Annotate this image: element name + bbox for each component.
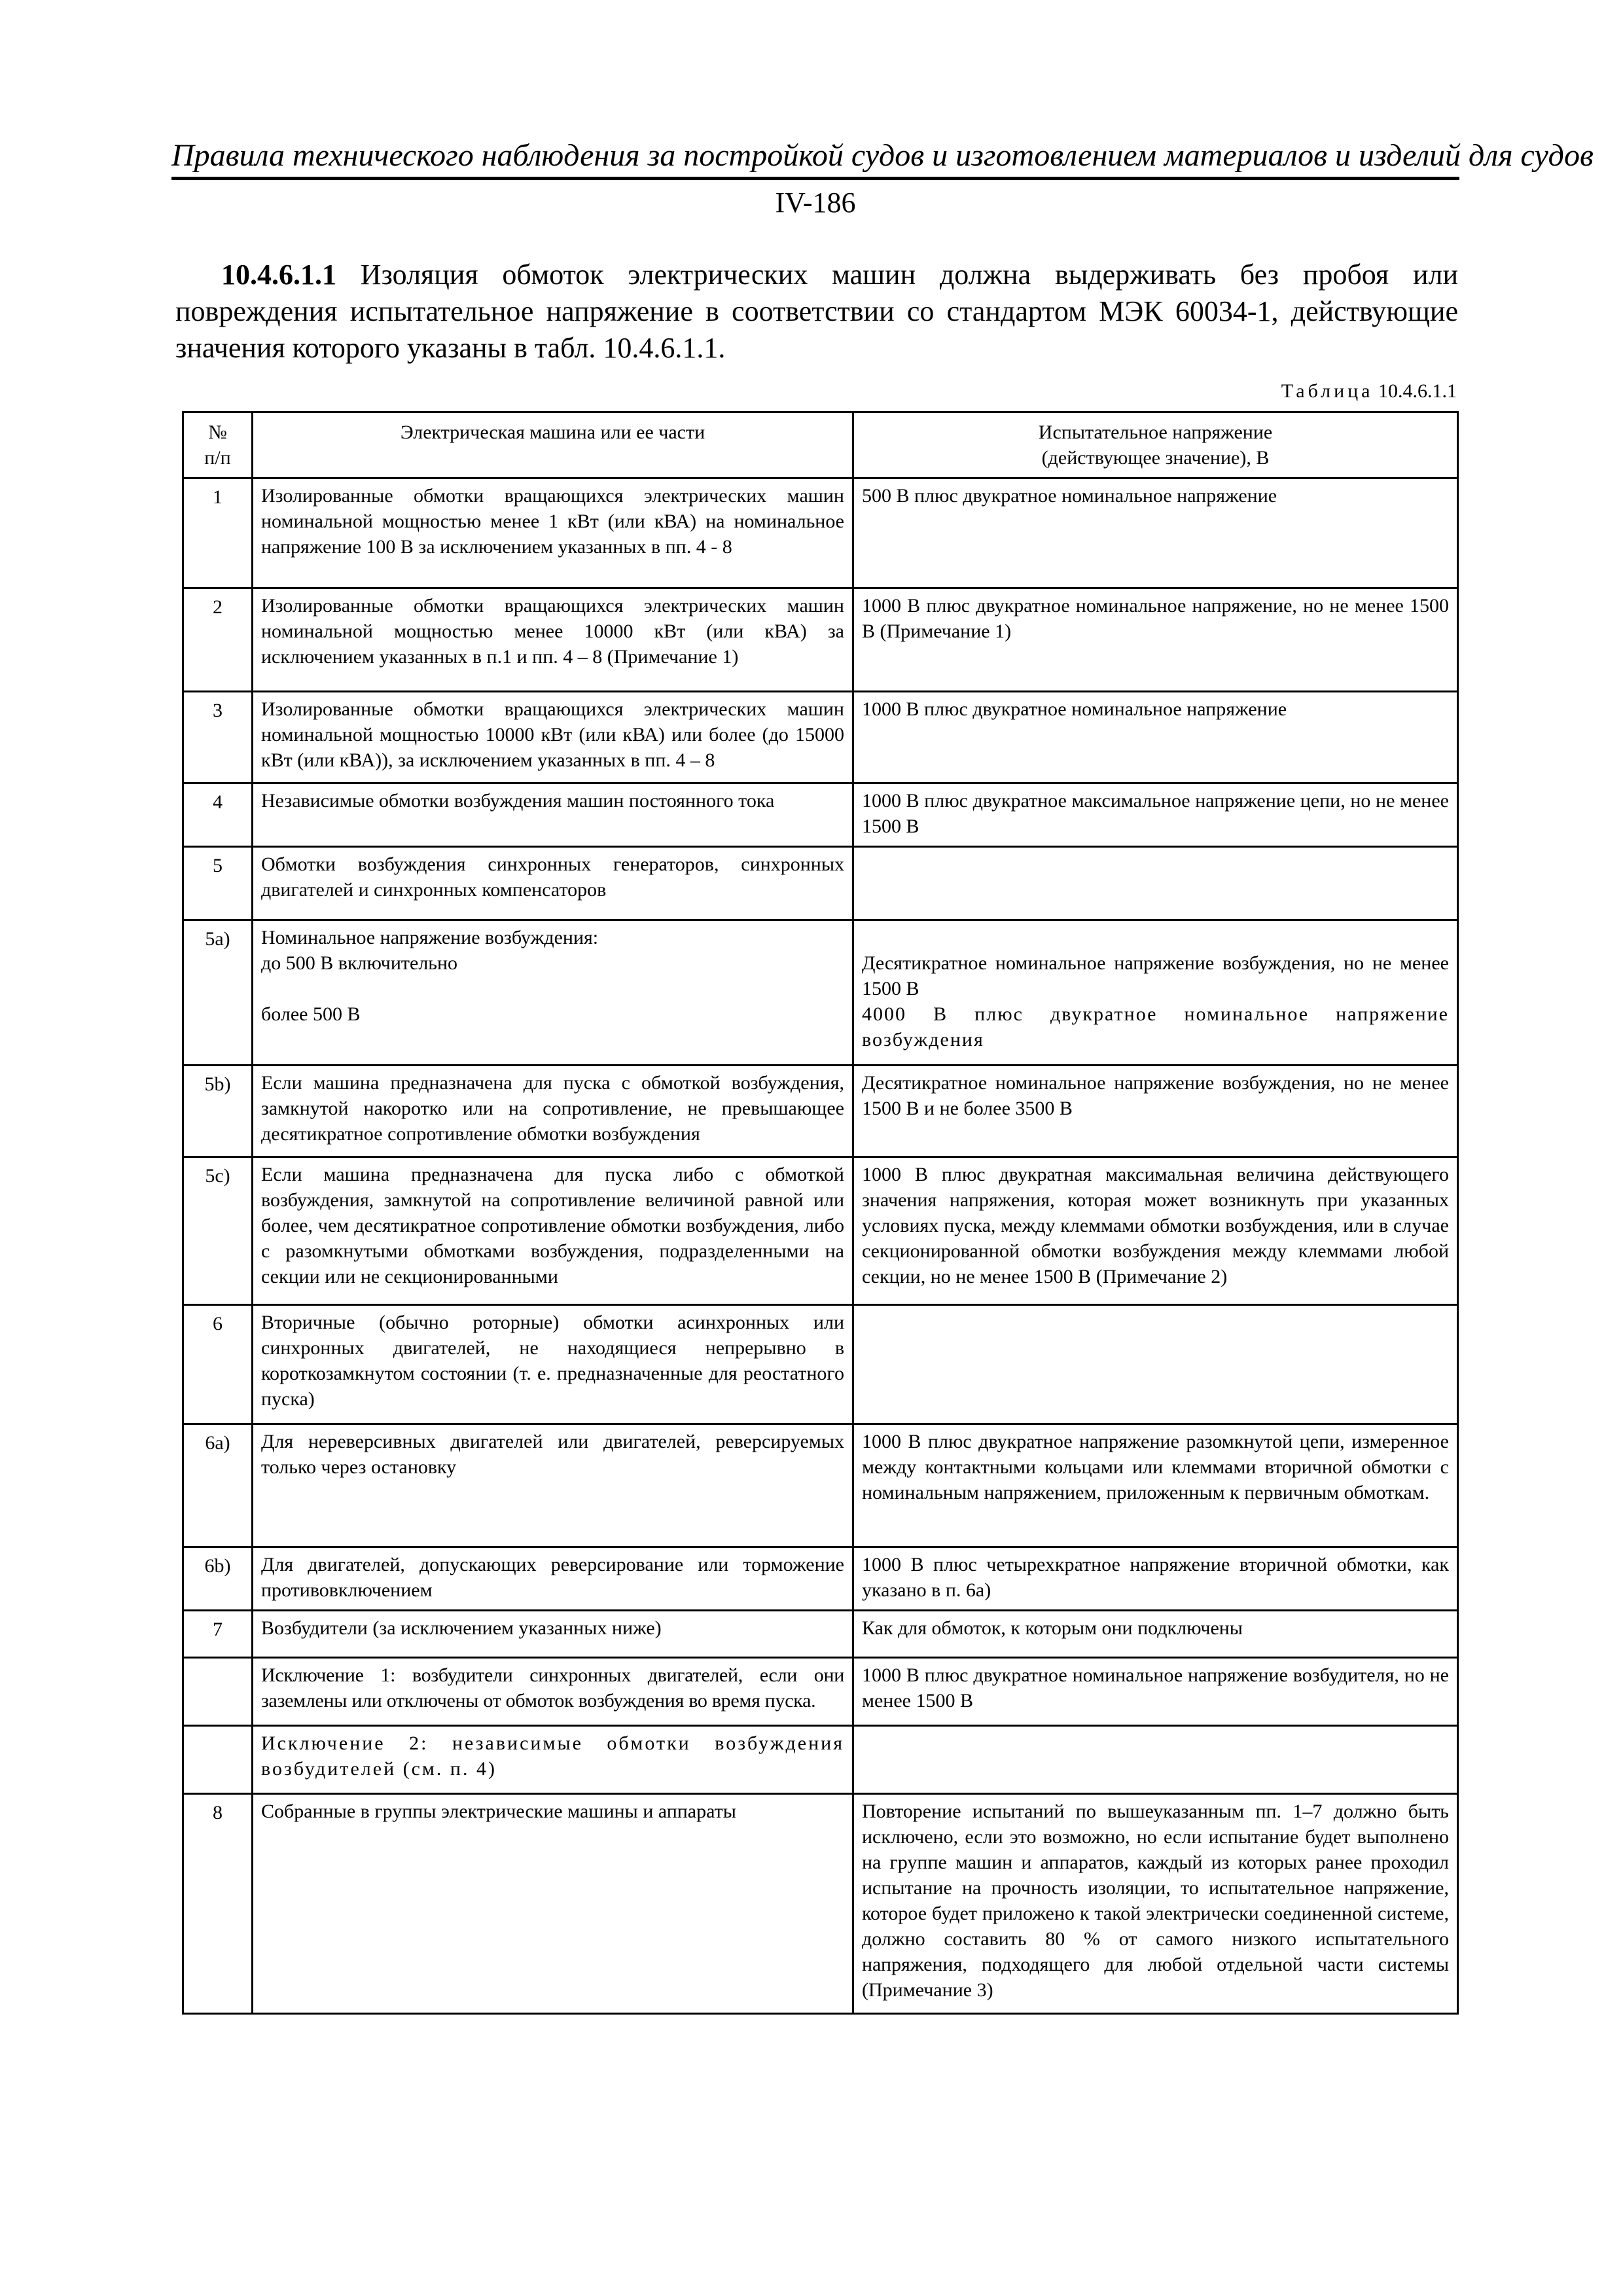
row-number: 5 [183,847,253,920]
row-machine-part: Исключение 1: возбудители синхронных двигателей, если они заземлены или отключены от обмоток возбуждения во время пуска. [253,1658,853,1726]
row-number: 5a) [183,920,253,1066]
row-machine-part: Обмотки возбуждения синхронных генераторов, синхронных двигателей и синхронных компенсаторов [253,847,853,920]
table-row [183,588,1458,692]
table-row [183,1157,1458,1305]
table-row [183,847,1458,920]
table-caption-number: 10.4.6.1.1 [1378,380,1457,402]
row-machine-part: Если машина предназначена для пуска с обмоткой возбуждения, замкнутой накоротко или на сопротивление, не превышающее десятикратное сопротивление обмотки возбуждения [253,1066,853,1157]
row-machine-part: Если машина предназначена для пуска либо с обмоткой возбуждения, замкнутой на сопротивление величиной равной или более, чем десятикратное сопротивление обмотки возбуждения, либо с разомкнутыми обмотками возбуждения, подразделенными на секции или не секционированными [253,1157,853,1305]
row-test-voltage: Десятикратное номинальное напряжение возбуждения, но не менее 1500 В и не более 3500 В [853,1066,1458,1157]
row-number: 8 [183,1794,253,2014]
header-machine: Электрическая машина или ее части [253,412,853,478]
table-row [183,1794,1458,2014]
clause-paragraph [175,257,1458,367]
row-machine-part: Для двигателей, допускающих реверсирование или торможение противовключением [253,1547,853,1611]
row-number: 6a) [183,1424,253,1547]
table-row [183,783,1458,847]
row-machine-part: Вторичные (обычно роторные) обмотки асинхронных или синхронных двигателей, не находящиеся непрерывно в короткозамкнутом состоянии (т. е. предназначенные для реостатного пуска) [253,1305,853,1424]
table-row [183,920,1458,1066]
row-machine-part: Независимые обмотки возбуждения машин постоянного тока [253,783,853,847]
row-number: 3 [183,692,253,783]
table-header-row [183,412,1458,478]
row-test-voltage: Как для обмоток, к которым они подключены [853,1611,1458,1658]
row-number [183,1658,253,1726]
row-number: 6b) [183,1547,253,1611]
row-test-voltage: 1000 В плюс двукратная максимальная величина действующего значения напряжения, которая может возникнуть при указанных условиях пуска, между клеммами обмотки возбуждения, или в случае секционированной обмотки возбуждения между клеммами любой секции, но не менее 1500 В (Примечание 2) [853,1157,1458,1305]
row-number: 5b) [183,1066,253,1157]
table-row [183,1547,1458,1611]
row-test-voltage: 1000 В плюс двукратное максимальное напряжение цепи, но не менее 1500 В [853,783,1458,847]
row-test-voltage: 1000 В плюс двукратное номинальное напряжение, но не менее 1500 В (Примечание 1) [853,588,1458,692]
row-number: 4 [183,783,253,847]
row-machine-part: Для нереверсивных двигателей или двигателей, реверсируемых только через остановку [253,1424,853,1547]
row-test-voltage: 1000 В плюс двукратное номинальное напряжение [853,692,1458,783]
row-machine-part: Изолированные обмотки вращающихся электрических машин номинальной мощностью менее 1 кВт (или кВА) на номинальное напряжение 100 В за исключением указанных в пп. 4 - 8 [253,478,853,588]
row-test-voltage: Десятикратное номинальное напряжение возбуждения, но не менее 1500 В 4000 В плюс двукратное номинальное напряжение возбуждения [853,920,1458,1066]
row-number [183,1726,253,1794]
row-test-voltage: 1000 В плюс двукратное напряжение разомкнутой цепи, измеренное между контактными кольцами или клеммами вторичной обмотки с номинальным напряжением, приложенным к первичным обмоткам. [853,1424,1458,1547]
row-test-voltage: 1000 В плюс двукратное номинальное напряжение возбудителя, но не менее 1500 В [853,1658,1458,1726]
header-num: № п/п [183,412,253,478]
table-row [183,478,1458,588]
row-test-voltage: 500 В плюс двукратное номинальное напряжение [853,478,1458,588]
row-test-voltage [853,1305,1458,1424]
row-machine-part: Изолированные обмотки вращающихся электрических машин номинальной мощностью менее 10000 кВт (или кВА) за исключением указанных в п.1 и пп. 4 – 8 (Примечание 1) [253,588,853,692]
row-number: 6 [183,1305,253,1424]
row-number: 5c) [183,1157,253,1305]
row-number: 7 [183,1611,253,1658]
running-header-title: Правила технического наблюдения за постройкой судов и изготовлением материалов и изделий для судов [171,138,1594,173]
row-number: 1 [183,478,253,588]
table-row [183,1424,1458,1547]
table-row [183,1305,1458,1424]
row-machine-part: Собранные в группы электрические машины и аппараты [253,1794,853,2014]
row-machine-part: Изолированные обмотки вращающихся электрических машин номинальной мощностью 10000 кВт (или кВА) или более (до 15000 кВт (или кВА)), за исключением указанных в пп. 4 – 8 [253,692,853,783]
clause-text: Изоляция обмоток электрических машин должна выдерживать без пробоя или повреждения испытательное напряжение в соответствии со стандартом МЭК 60034-1, действующие значения которого указаны в табл. 10.4.6.1.1. [175,259,1458,364]
row-number: 2 [183,588,253,692]
page-number: IV-186 [775,187,856,219]
test-voltage-table [182,411,1459,2015]
header-voltage: Испытательное напряжение (действующее значение), В [853,412,1458,478]
clause-number: 10.4.6.1.1 [221,259,336,291]
row-machine-part: Возбудители (за исключением указанных ниже) [253,1611,853,1658]
table-caption-word: Таблица [1281,380,1374,402]
table-caption [1047,378,1457,404]
row-test-voltage: 1000 В плюс четырехкратное напряжение вторичной обмотки, как указано в п. 6а) [853,1547,1458,1611]
table-row [183,692,1458,783]
row-machine-part: Исключение 2: независимые обмотки возбуждения возбудителей (см. п. 4) [253,1726,853,1794]
table-row [183,1726,1458,1794]
header-rule [171,177,1459,180]
row-test-voltage [853,1726,1458,1794]
row-test-voltage [853,847,1458,920]
table-row [183,1611,1458,1658]
table-row [183,1066,1458,1157]
row-machine-part: Номинальное напряжение возбуждения: до 500 В включительно более 500 В [253,920,853,1066]
table-row [183,1658,1458,1726]
row-test-voltage: Повторение испытаний по вышеуказанным пп. 1–7 должно быть исключено, если это возможно, но если испытание будет выполнено на группе машин и аппаратов, каждый из которых ранее проходил испытание на прочность изоляции, то испытательное напряжение, которое будет приложено к такой электрически соединенной системе, должно составить 80 % от самого низкого испытательного напряжения, подходящего для любой отдельной части системы (Примечание 3) [853,1794,1458,2014]
